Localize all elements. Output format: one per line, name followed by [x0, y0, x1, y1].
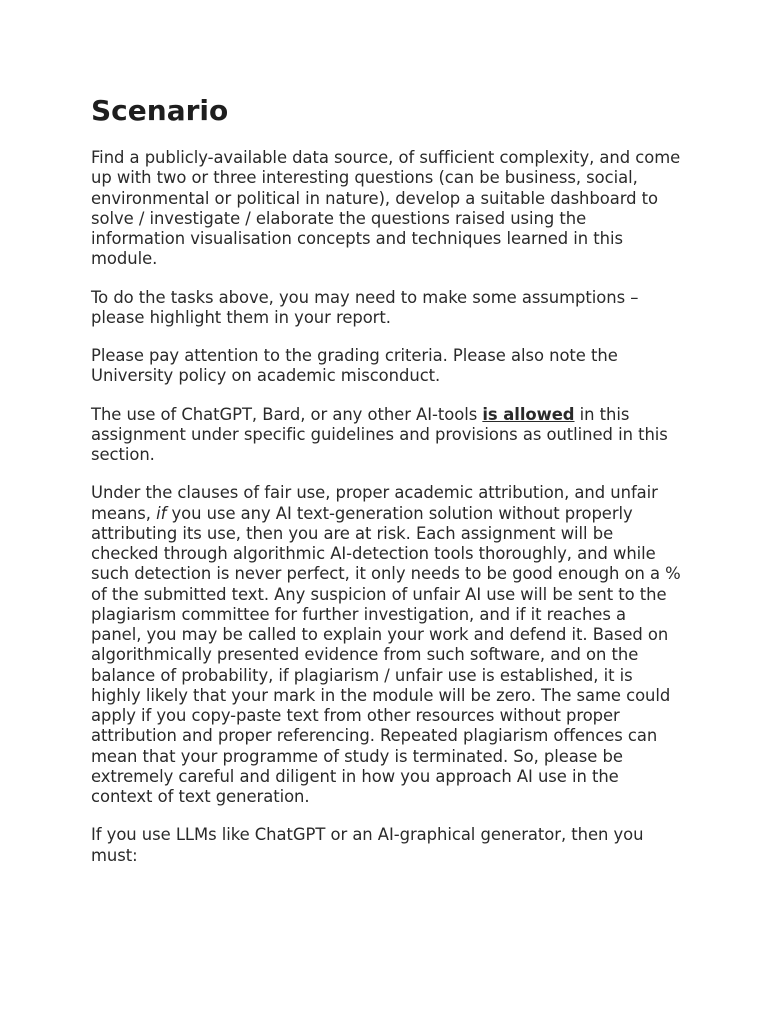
if-italic: if — [156, 503, 167, 523]
is-allowed-emphasis: is allowed — [482, 404, 575, 424]
fair-use-text-end: you use any AI text-generation solution without properly attributing its use, then you are at risk. Each assignment will be checked through algorithmic AI-detection tools thoroughly, and while such detection is never perfect, it only needs to be good enough on a % of the submitted text. Any suspicion of unfair AI use will be sent to the plagiarism committee for further investigation, and if it reaches a panel, you may be called to explain your work and defend it. Based on algorithmically presented evidence from such software, and on the balance of probability, if plagiarism / unfair use is established, it is highly likely that your mark in the module will be zero. The same could apply if you copy-paste text from other resources without proper attribution and proper referencing. Repeated plagiarism offences can mean that your programme of study is terminated. So, please be extremely careful and diligent in how you approach AI use in the context of text generation. — [91, 503, 681, 806]
paragraph-ai-tools-policy — [91, 405, 681, 466]
paragraph-grading-criteria: Please pay attention to the grading criteria. Please also note the University policy on academic misconduct. — [91, 346, 618, 386]
ai-policy-text-end: in this assignment under specific guidelines and provisions as outlined in this section. — [91, 404, 668, 464]
page-title: Scenario — [91, 94, 229, 127]
ai-policy-text-start: The use of ChatGPT, Bard, or any other AI-tools — [91, 404, 483, 424]
fair-use-text-start: Under the clauses of fair use, proper academic attribution, and unfair means, — [91, 483, 658, 523]
document-page — [91, 92, 681, 884]
paragraph-assumptions: To do the tasks above, you may need to make some assumptions – please highlight them in your report. — [91, 287, 639, 327]
paragraph-llm-requirements: If you use LLMs like ChatGPT or an AI-graphical generator, then you must: — [91, 825, 644, 865]
paragraph-fair-use — [91, 483, 681, 807]
paragraph-task-description: Find a publicly-available data source, of sufficient complexity, and come up with two or three interesting questions (can be business, social, environmental or political in nature), develop a suitable dashboard to solve / investigate / elaborate the questions raised using the information visualisation concepts and techniques learned in this module. — [91, 148, 681, 269]
